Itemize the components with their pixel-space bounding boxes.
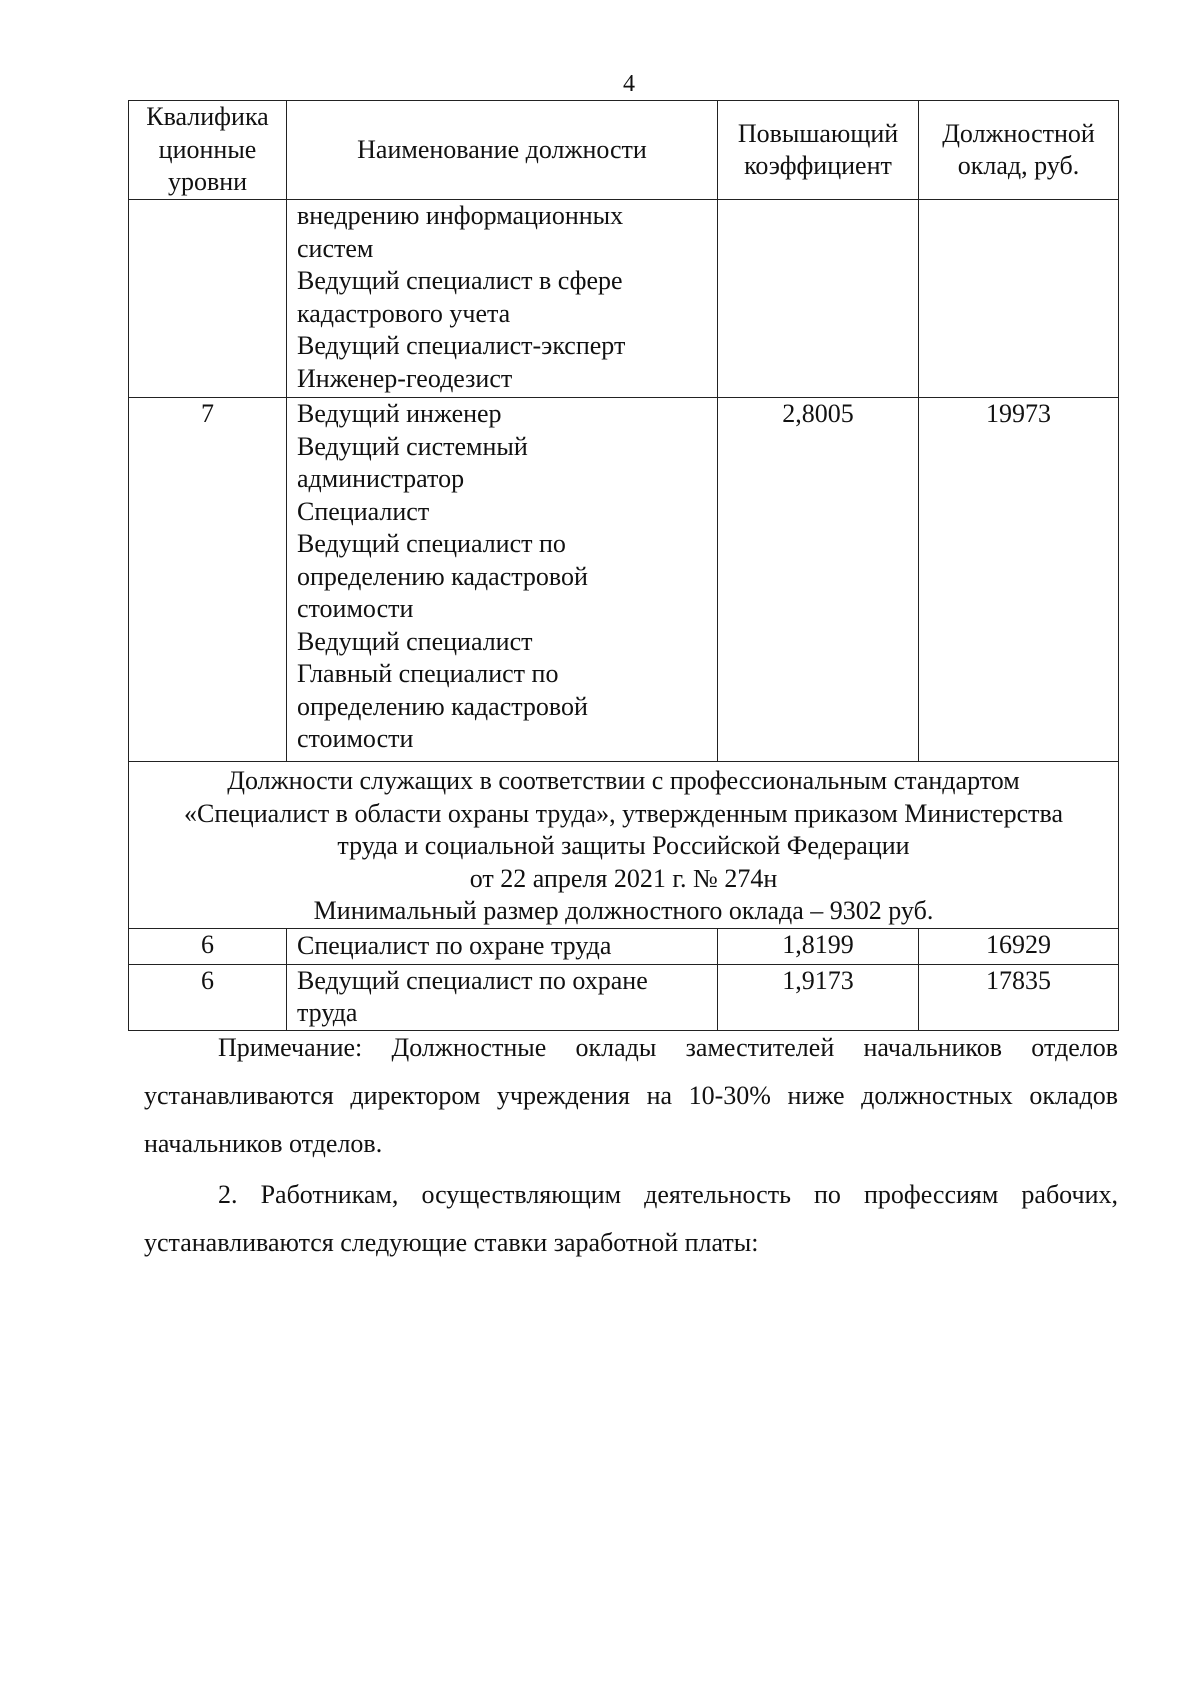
cell-position-names: Ведущий инженер Ведущий системный администратор Специалист Ведущий специалист по определению кадастровой стоимости Ведущий специалист Главный специалист по определению кадастровой стоимости xyxy=(287,398,718,762)
note-text: Примечание: Должностные оклады заместителей начальников отделов устанавливаются директором учреждения на 10-30% ниже должностных окладов начальников отделов. xyxy=(144,1033,1118,1158)
header-qualification-level: Квалифика ционные уровни xyxy=(129,101,287,200)
cell-level xyxy=(129,200,287,398)
item-2-text: 2. Работникам, осуществляющим деятельность по профессиям рабочих, устанавливаются следующие ставки заработной платы: xyxy=(144,1180,1118,1257)
header-position-name: Наименование должности xyxy=(287,101,718,200)
cell-salary: 16929 xyxy=(919,928,1119,964)
cell-coefficient: 1,9173 xyxy=(718,964,919,1030)
cell-position-names: Ведущий специалист по охране труда xyxy=(287,964,718,1030)
cell-position-names: внедрению информационных систем Ведущий специалист в сфере кадастрового учета Ведущий специалист-эксперт Инженер-геодезист xyxy=(287,200,718,398)
item-2-paragraph xyxy=(144,1171,1118,1267)
table-row xyxy=(129,928,1119,964)
cell-position-names: Специалист по охране труда xyxy=(287,928,718,964)
cell-salary: 17835 xyxy=(919,964,1119,1030)
header-salary: Должностной оклад, руб. xyxy=(919,101,1119,200)
table-section-header-row xyxy=(129,762,1119,929)
cell-salary xyxy=(919,200,1119,398)
section-heading: Должности служащих в соответствии с профессиональным стандартом «Специалист в области охраны труда», утвержденным приказом Министерства труда и социальной защиты Российской Федерации от 22 апреля 2021 г. № 274н Минимальный размер должностного оклада – 9302 руб. xyxy=(129,762,1119,929)
cell-coefficient xyxy=(718,200,919,398)
cell-salary: 19973 xyxy=(919,398,1119,762)
salary-table xyxy=(128,100,1119,1031)
page-number: 4 xyxy=(623,71,635,97)
header-coefficient: Повышающий коэффициент xyxy=(718,101,919,200)
cell-coefficient: 2,8005 xyxy=(718,398,919,762)
cell-coefficient: 1,8199 xyxy=(718,928,919,964)
table-header-row xyxy=(129,101,1119,200)
cell-level: 6 xyxy=(129,964,287,1030)
table-row xyxy=(129,964,1119,1030)
table-row-level-7 xyxy=(129,398,1119,762)
cell-level: 7 xyxy=(129,398,287,762)
note-paragraph xyxy=(144,1024,1118,1168)
cell-level: 6 xyxy=(129,928,287,964)
table-row-continuation xyxy=(129,200,1119,398)
